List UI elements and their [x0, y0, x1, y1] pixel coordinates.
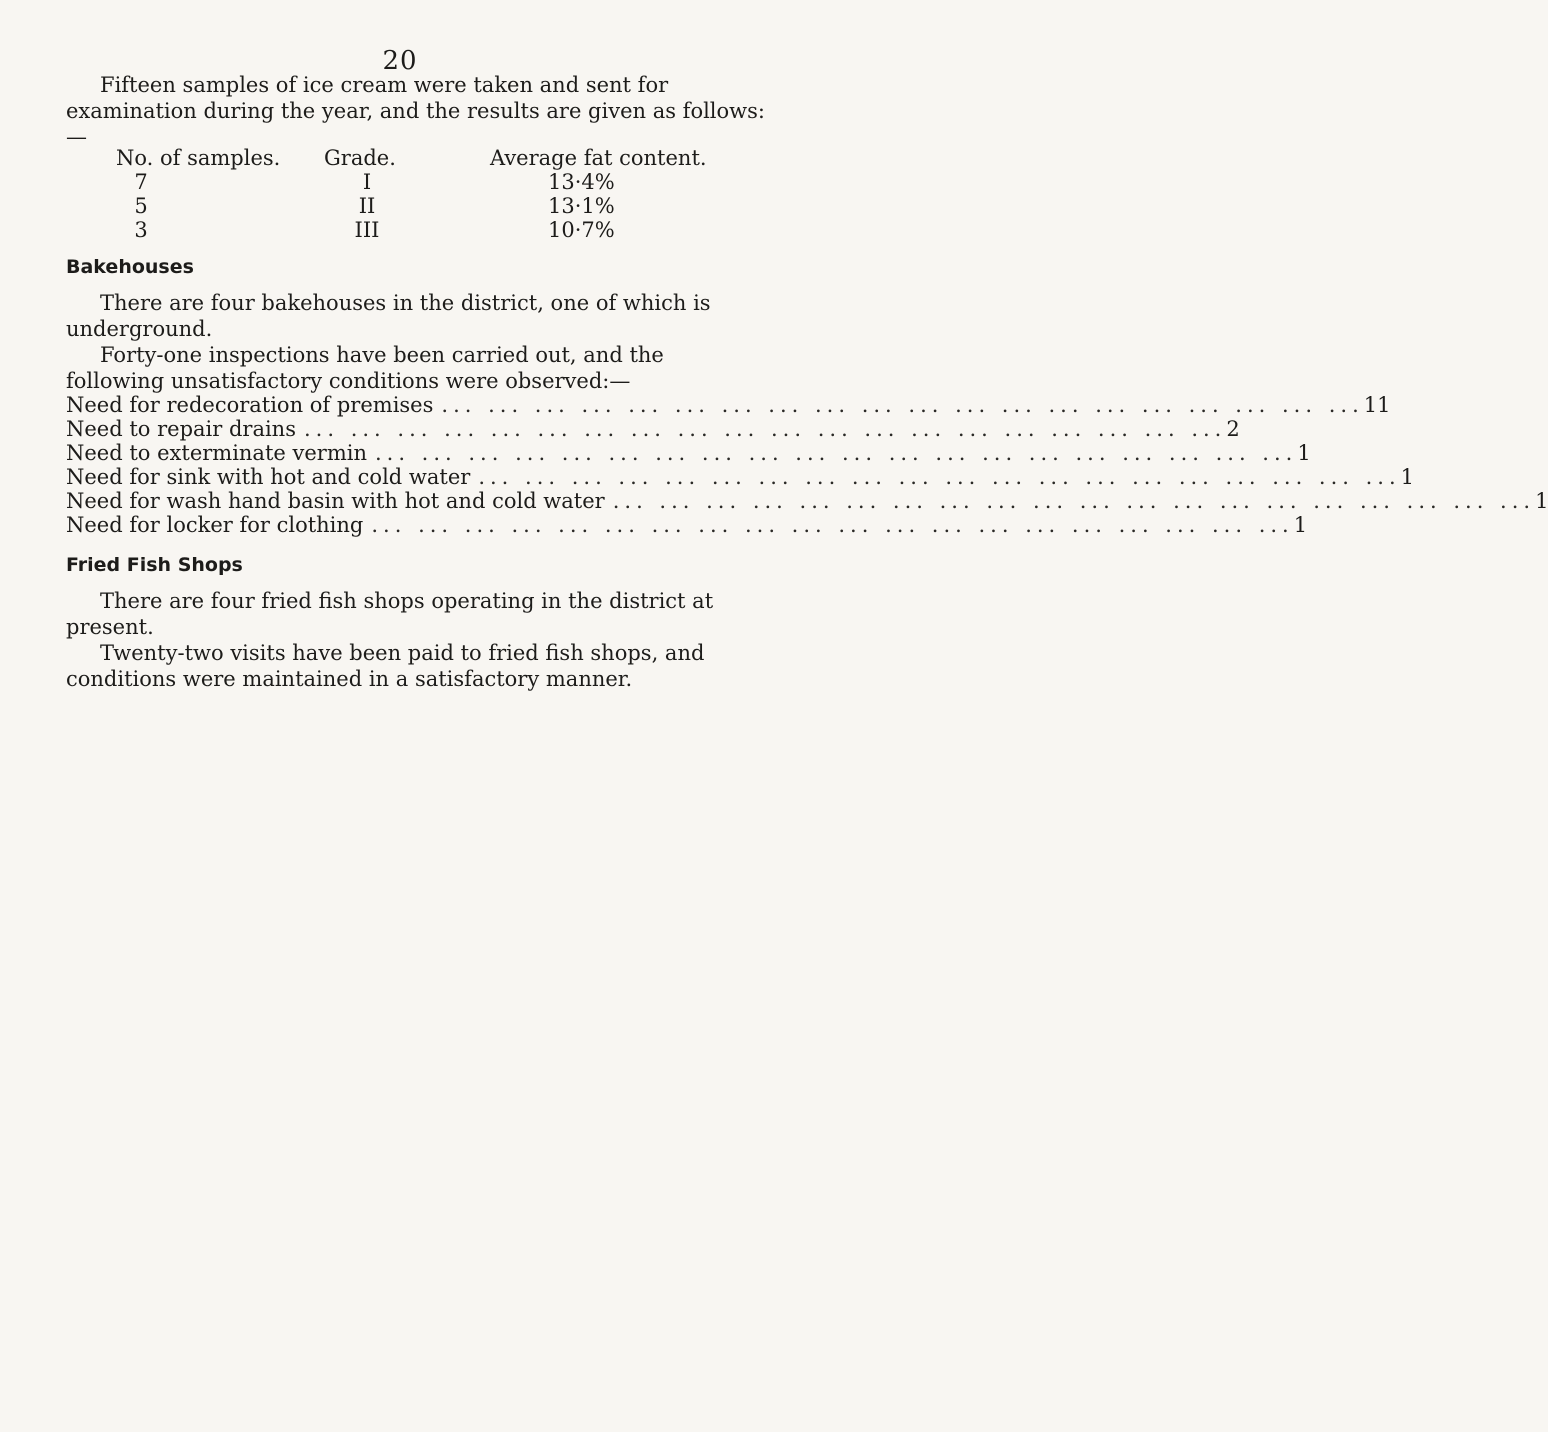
fried-fish-para-1: There are four fried fish shops operating in the district at present. — [66, 589, 714, 639]
condition-count: 2 — [1226, 417, 1240, 441]
header-grade: Grade. — [324, 146, 396, 170]
condition-label: Need for wash hand basin with hot and cold water — [66, 489, 605, 513]
fried-fish-heading: Fried Fish Shops — [66, 554, 243, 576]
header-fat: Average fat content. — [490, 146, 707, 170]
dot-leader: ... ... ... ... ... ... ... ... ... ... ... ... ... ... ... ... ... ... ... ... — [304, 417, 1227, 441]
row-samples: 7 — [134, 170, 148, 194]
condition-label: Need to repair drains — [66, 417, 296, 441]
bakehouses-heading: Bakehouses — [66, 256, 194, 278]
conditions-list — [66, 393, 1548, 537]
list-item — [66, 513, 1308, 537]
condition-count: 1 — [1400, 465, 1415, 489]
bakehouses-para-2: Forty-one inspections have been carried out, and the following unsatisfactory conditions were observed:— — [66, 343, 664, 393]
row-fat: 13·4% — [548, 170, 615, 194]
dot-leader: ... ... ... ... ... ... ... ... ... ... ... ... ... ... ... ... ... ... ... ... — [441, 393, 1364, 417]
dot-leader: ... ... ... ... ... ... ... ... ... ... ... ... ... ... ... ... ... ... ... ... — [371, 513, 1294, 537]
ice-cream-intro: Fifteen samples of ice cream were taken and sent for examination during the year, and the results are given as follows:— — [66, 73, 765, 149]
list-item — [66, 417, 1240, 441]
list-item — [66, 393, 1391, 417]
row-fat: 10·7% — [548, 218, 615, 242]
list-item — [66, 489, 1548, 513]
condition-count: 1 — [1535, 489, 1548, 513]
dot-leader: ... ... ... ... ... ... ... ... ... ... ... ... ... ... ... ... ... ... ... ... — [374, 441, 1298, 465]
row-samples: 5 — [134, 194, 148, 218]
row-fat: 13·1% — [548, 194, 615, 218]
row-grade: I — [362, 170, 372, 194]
list-item — [66, 465, 1415, 489]
condition-label: Need to exterminate vermin — [66, 441, 367, 465]
header-samples: No. of samples. — [116, 146, 281, 170]
condition-count: 1 — [1297, 441, 1311, 465]
row-grade: II — [358, 194, 376, 218]
row-samples: 3 — [134, 218, 148, 242]
fried-fish-para-2: Twenty-two visits have been paid to fried fish shops, and conditions were maintained in a satisfactory manner. — [66, 641, 705, 691]
condition-count: 1 — [1293, 513, 1308, 537]
bakehouses-para-1: There are four bakehouses in the district, one of which is underground. — [66, 291, 711, 341]
page-number: 20 — [382, 46, 418, 76]
dot-leader: ... ... ... ... ... ... ... ... ... ... ... ... ... ... ... ... ... ... ... ... — [478, 465, 1401, 489]
list-item — [66, 441, 1311, 465]
condition-label: Need for redecoration of premises — [66, 393, 434, 417]
dot-leader: ... ... ... ... ... ... ... ... ... ... ... ... ... ... ... ... ... ... ... ... — [612, 489, 1536, 513]
condition-label: Need for locker for clothing — [66, 513, 364, 537]
row-grade: III — [354, 218, 380, 242]
condition-count: 11 — [1363, 393, 1391, 417]
condition-label: Need for sink with hot and cold water — [66, 465, 471, 489]
